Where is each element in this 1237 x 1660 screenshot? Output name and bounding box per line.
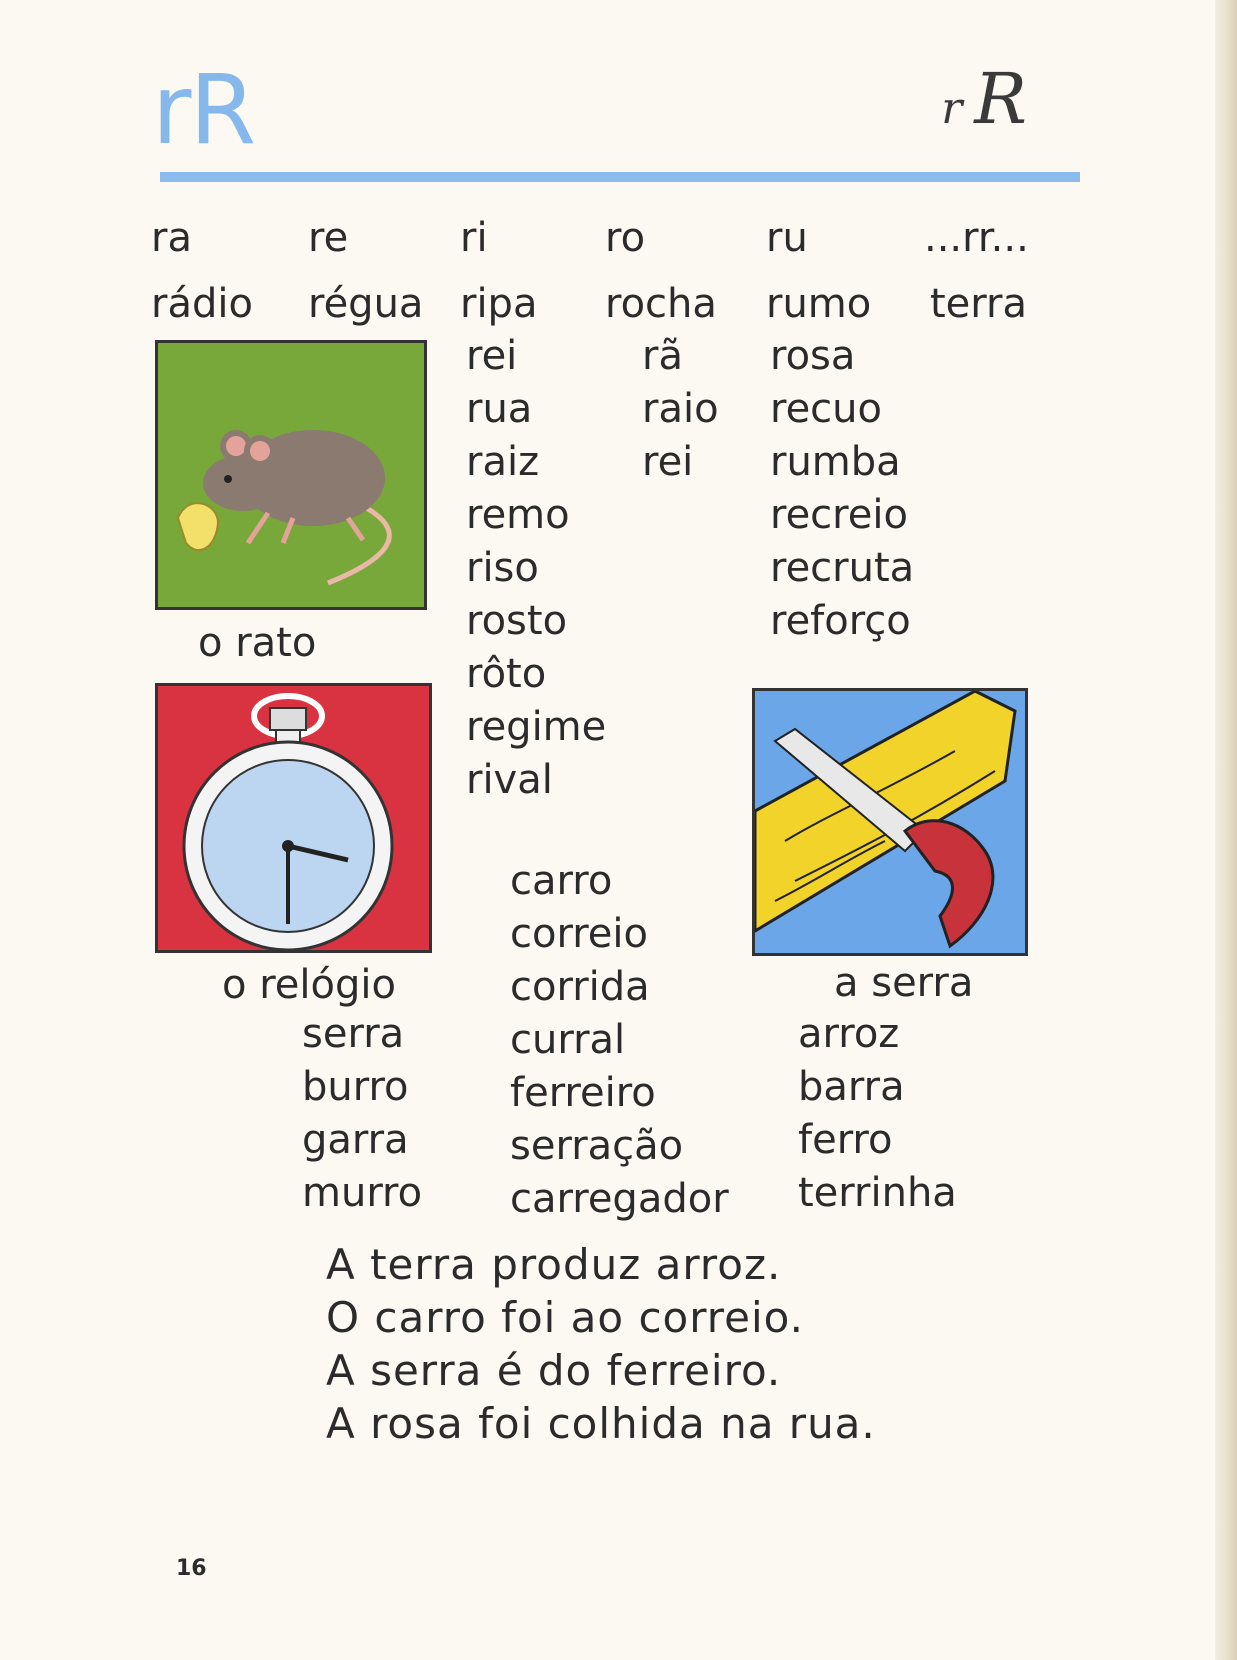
- syllable-word: rocha: [605, 281, 717, 327]
- list-item: rua: [466, 386, 533, 432]
- list-item: rã: [642, 333, 683, 379]
- syllable-word: rádio: [151, 281, 253, 327]
- rr-list-right: [798, 1008, 957, 1220]
- list-item: rei: [466, 333, 518, 379]
- list-item: recuo: [770, 386, 882, 432]
- rat-illustration: [155, 340, 427, 610]
- list-item: garra: [302, 1117, 409, 1163]
- sentence: O carro foi ao correio.: [326, 1293, 804, 1342]
- list-item: carregador: [510, 1176, 729, 1222]
- syllable: ra: [151, 215, 192, 261]
- list-item: arroz: [798, 1011, 900, 1057]
- saw-caption: a serra: [834, 960, 974, 1006]
- list-item: recruta: [770, 545, 915, 591]
- list-item: serração: [510, 1123, 684, 1169]
- syllable-word: ripa: [460, 281, 538, 327]
- clock-caption: o relógio: [222, 962, 396, 1008]
- word-list-3: [770, 330, 914, 648]
- list-item: riso: [466, 545, 539, 591]
- list-item: correio: [510, 911, 648, 957]
- list-item: rumba: [770, 439, 901, 485]
- list-item: remo: [466, 492, 570, 538]
- syllable-word: rumo: [766, 281, 872, 327]
- script-letter-title: [941, 58, 1027, 140]
- script-capital-r: R: [974, 58, 1027, 140]
- rat-caption: o rato: [198, 620, 317, 666]
- list-item: recreio: [770, 492, 908, 538]
- sentence: A terra produz arroz.: [326, 1240, 782, 1289]
- page-number: 16: [176, 1556, 207, 1581]
- list-item: ferro: [798, 1117, 893, 1163]
- title-rule: [160, 172, 1080, 182]
- syllable: ro: [605, 215, 646, 261]
- sentence: A rosa foi colhida na rua.: [326, 1399, 876, 1448]
- list-item: barra: [798, 1064, 905, 1110]
- syllable: ru: [766, 215, 808, 261]
- syllable: re: [308, 215, 349, 261]
- list-item: burro: [302, 1064, 409, 1110]
- list-item: regime: [466, 704, 607, 750]
- clock-illustration: [155, 683, 432, 953]
- syllable: ri: [460, 215, 488, 261]
- script-small-r: r: [941, 83, 963, 134]
- list-item: curral: [510, 1017, 626, 1063]
- list-item: rôto: [466, 651, 547, 697]
- list-item: terrinha: [798, 1170, 957, 1216]
- list-item: rival: [466, 757, 553, 803]
- print-letter-title: rR: [152, 54, 255, 166]
- list-item: murro: [302, 1170, 423, 1216]
- list-item: carro: [510, 858, 613, 904]
- saw-illustration: [752, 688, 1028, 956]
- list-item: ferreiro: [510, 1070, 656, 1116]
- syllable-word: terra: [930, 281, 1027, 327]
- list-item: raiz: [466, 439, 540, 485]
- clock-icon: [158, 686, 429, 950]
- list-item: reforço: [770, 598, 911, 644]
- word-list-2: [642, 330, 719, 489]
- syllable-word: régua: [308, 281, 424, 327]
- rr-list-middle: [510, 855, 729, 1226]
- list-item: rosa: [770, 333, 856, 379]
- saw-icon: [755, 691, 1025, 953]
- word-list-1: [466, 330, 606, 807]
- list-item: rei: [642, 439, 694, 485]
- list-item: raio: [642, 386, 719, 432]
- list-item: corrida: [510, 964, 650, 1010]
- rat-icon: [158, 343, 424, 607]
- page-edge: [1215, 0, 1237, 1660]
- list-item: serra: [302, 1011, 405, 1057]
- sentences: [326, 1238, 876, 1450]
- list-item: rosto: [466, 598, 568, 644]
- syllable: ...rr...: [924, 215, 1029, 261]
- rr-list-left: [302, 1008, 422, 1220]
- sentence: A serra é do ferreiro.: [326, 1346, 782, 1395]
